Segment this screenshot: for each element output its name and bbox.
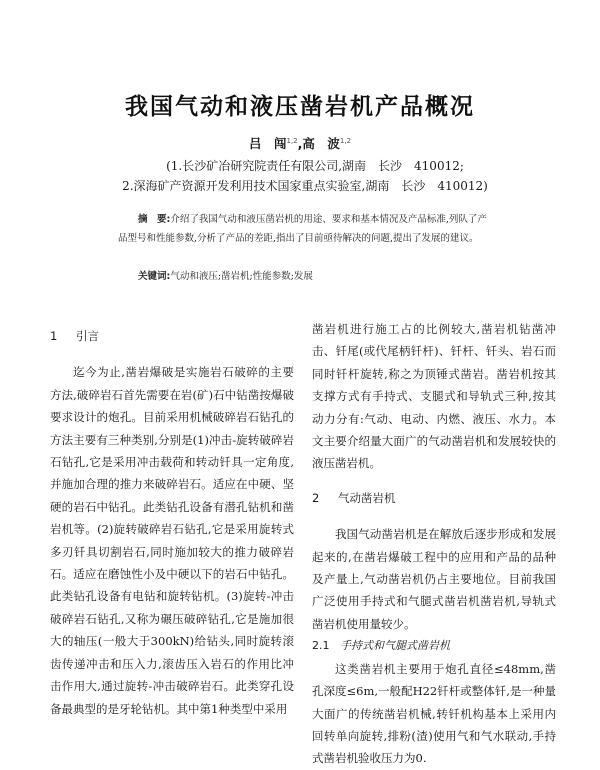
keywords	[138, 268, 313, 282]
subsection-number: 2.1	[312, 639, 330, 653]
abstract	[118, 210, 490, 248]
author-name: 吕 闯	[248, 136, 287, 151]
keywords-text: 气动和液压;凿岩机;性能参数;发展	[170, 271, 313, 282]
keywords-label: 关键词:	[138, 271, 171, 282]
left-column	[50, 325, 294, 720]
subsection-heading	[312, 635, 556, 657]
paper-title: 我国气动和液压凿岩机产品概况	[125, 94, 475, 120]
body-paragraph: 迄今为止,凿岩爆破是实施岩石破碎的主要方法,破碎岩石首先需要在岩(矿)石中钻凿按爆破要求设计的炮孔。目前采用机械破碎岩石钻孔的方法主要有三种类别,分别是(1)冲击-旋转破碎岩石钻孔,它是采用冲击载荷和转动钎具一定角度,并施加合理的推力来破碎岩石。适应在中硬、坚硬的岩石中钻孔。此类钻孔设备有潜孔钻机和凿岩机等。(2)旋转破碎岩石钻孔,它是采用旋转式多刃钎具切割岩石,同时施加较大的推力破碎岩石。适应在磨蚀性小及中硬以下的岩石中钻孔。此类钻孔设备有电钻和旋转钻机。(3)旋转-冲击破碎岩石钻孔,又称为碾压破碎钻孔,它是施加很大的轴压(一般大于300kN)给钻头,同时旋转滚齿传递冲击和压入力,滚齿压入岩石的作用比冲击作用大,通过旋转-冲击破碎岩石。此类穿孔设备最典型的是牙轮钻机。其中第1种类型中采用	[50, 365, 294, 716]
body-paragraph: 这类凿岩机主要用于炮孔直径≤48mm,凿孔深度≤6m,一般配H22钎杆或整体钎,是一种量大面广的传统凿岩机械,转钎机构基本上采用内回转单向旋转,排粉(渣)使用气和气水联动,手持式凿岩机验收压力为0.	[312, 661, 556, 766]
section-title: 引言	[76, 329, 99, 343]
author-affiliation-marker: 1,2	[339, 136, 352, 145]
section-number: 2	[312, 490, 320, 505]
subsection-title: 手持式和气腿式凿岩机	[340, 639, 450, 653]
author-line	[0, 134, 600, 152]
section-title: 气动凿岩机	[338, 490, 396, 505]
section-heading	[312, 487, 556, 509]
author-affiliation-marker: 1,2	[286, 136, 298, 145]
right-column	[312, 318, 556, 770]
abstract-text: 介绍了我国气动和液压凿岩机的用途、要求和基本情况及产品标准,列队了产品型号和性能参数,分析了产品的差距,指出了目前亟待解决的问题,提出了发展的建议。	[118, 214, 487, 244]
affiliation-2: 2.深海矿产资源开发利用技术国家重点实验室,湖南 长沙 410012)	[122, 179, 488, 193]
section-heading	[50, 325, 294, 347]
author-separator: ,	[297, 136, 303, 151]
abstract-label: 摘 要:	[138, 214, 171, 225]
section-number: 1	[50, 329, 58, 343]
affiliation-1: (1.长沙矿冶研究院责任有限公司,湖南 长沙 410012;	[166, 159, 464, 173]
body-paragraph-continued: 凿岩机进行施工占的比例较大,凿岩机钻凿冲击、钎尾(或代尾柄钎杆)、钎杆、钎头、岩石而同时钎杆旋转,称之为顶锤式凿岩。凿岩机按其支撑方式有手持式、支腿式和导轨式三种,按其动力分有:气动、电动、内燃、液压、水力。本文主要介绍量大面广的气动凿岩机和发展较快的液压凿岩机。	[312, 322, 556, 471]
body-paragraph: 我国气动凿岩机是在解放后逐步形成和发展起来的,在凿岩爆破工程中的应用和产品的品种及产量上,气动凿岩机仍占主要地位。目前我国广泛使用手持式和气腿式凿岩机凿岩机,导轨式凿岩机使用量较少。	[312, 527, 556, 631]
author-name: 高 波	[302, 136, 340, 151]
